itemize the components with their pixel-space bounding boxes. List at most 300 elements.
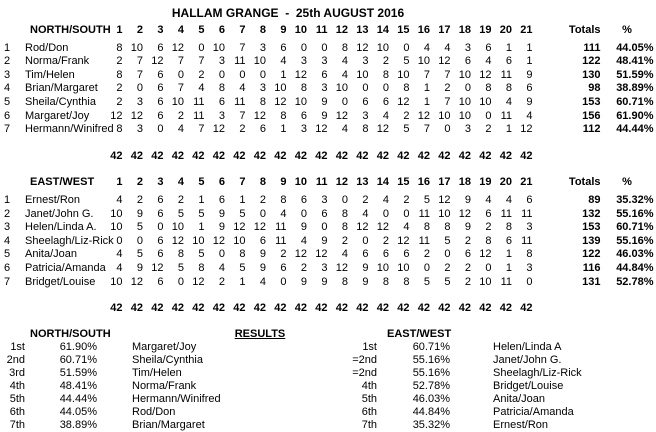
board-number-header: 9 bbox=[280, 24, 287, 36]
board-score: 9 bbox=[321, 109, 328, 122]
pair-percentage: 44.05% bbox=[616, 41, 654, 54]
board-number-header: 11 bbox=[315, 176, 328, 189]
column-total: 42 bbox=[171, 149, 184, 162]
pair-percentage: 44.84% bbox=[616, 261, 654, 274]
board-score: 12 bbox=[397, 234, 410, 247]
pair-name: Janet/John G. bbox=[25, 207, 94, 220]
board-number-header: 20 bbox=[499, 24, 512, 36]
ew-result-percentage: 55.16% bbox=[412, 366, 450, 379]
pair-row bbox=[0, 123, 656, 137]
ns-result-rank: 6th bbox=[9, 405, 25, 418]
board-number-header: 21 bbox=[520, 176, 533, 189]
pair-number: 6 bbox=[4, 109, 11, 122]
board-score: 2 bbox=[444, 261, 451, 274]
pair-number: 7 bbox=[4, 123, 11, 136]
board-score: 0 bbox=[116, 234, 123, 247]
board-score: 0 bbox=[177, 68, 184, 81]
board-score: 10 bbox=[479, 95, 492, 108]
pair-total: 116 bbox=[582, 261, 601, 274]
board-score: 0 bbox=[382, 82, 389, 95]
board-score: 6 bbox=[505, 234, 512, 247]
board-score: 8 bbox=[341, 207, 348, 220]
spacer bbox=[97, 406, 132, 419]
board-score: 5 bbox=[198, 207, 205, 220]
ew-result-percentage: 55.16% bbox=[412, 353, 450, 366]
ns-result-rank: 7th bbox=[9, 418, 25, 431]
ew-result-percentage: 46.03% bbox=[412, 392, 450, 405]
east-west-score-table bbox=[0, 176, 656, 315]
board-score: 9 bbox=[362, 261, 369, 274]
board-score: 2 bbox=[177, 109, 184, 122]
board-score: 0 bbox=[464, 82, 471, 95]
board-score: 5 bbox=[136, 221, 143, 234]
board-score: 6 bbox=[382, 248, 389, 261]
totals-spacer bbox=[0, 302, 16, 316]
column-total: 42 bbox=[294, 149, 307, 162]
pair-total: 131 bbox=[582, 275, 601, 288]
spacer bbox=[450, 367, 493, 380]
board-number-header: 9 bbox=[280, 176, 287, 189]
board-score: 2 bbox=[485, 221, 492, 234]
board-score: 6 bbox=[300, 109, 307, 122]
spacer bbox=[97, 354, 132, 367]
board-score: 5 bbox=[423, 275, 430, 288]
board-score: 2 bbox=[464, 275, 471, 288]
board-number-header: 15 bbox=[397, 24, 410, 36]
column-total: 42 bbox=[253, 302, 266, 315]
pair-number: 3 bbox=[4, 68, 11, 81]
board-score: 0 bbox=[177, 275, 184, 288]
board-score: 6 bbox=[157, 248, 164, 261]
board-score: 12 bbox=[438, 55, 451, 68]
board-score: 7 bbox=[423, 123, 430, 136]
board-number-header: 16 bbox=[417, 176, 430, 189]
board-score: 2 bbox=[177, 193, 184, 206]
board-score: 12 bbox=[110, 109, 123, 122]
board-score: 8 bbox=[116, 41, 123, 54]
ew-result-pair-name: Sheelagh/Liz-Rick bbox=[493, 366, 582, 379]
board-score: 11 bbox=[234, 95, 246, 108]
pair-total: 89 bbox=[588, 193, 601, 206]
board-score: 12 bbox=[294, 68, 307, 81]
board-score: 1 bbox=[505, 261, 512, 274]
board-score: 6 bbox=[259, 123, 266, 136]
pair-percentage: 55.16% bbox=[616, 207, 654, 220]
board-score: 5 bbox=[423, 193, 430, 206]
board-score: 7 bbox=[136, 68, 143, 81]
column-total: 42 bbox=[253, 149, 266, 162]
pair-total: 153 bbox=[582, 95, 601, 108]
column-total: 42 bbox=[212, 149, 225, 162]
percent-header: % bbox=[622, 24, 632, 36]
board-score: 6 bbox=[321, 68, 328, 81]
ns-result-percentage: 44.05% bbox=[59, 405, 97, 418]
board-score: 2 bbox=[464, 261, 471, 274]
board-number-header: 10 bbox=[294, 24, 307, 36]
board-score: 8 bbox=[423, 221, 430, 234]
pair-total: 156 bbox=[582, 109, 601, 122]
column-total: 42 bbox=[315, 149, 328, 162]
column-total: 42 bbox=[356, 302, 369, 315]
board-score: 4 bbox=[485, 193, 492, 206]
board-score: 12 bbox=[479, 68, 492, 81]
column-total: 42 bbox=[397, 149, 410, 162]
totals-spacer bbox=[0, 150, 16, 164]
board-score: 0 bbox=[239, 68, 246, 81]
board-score: 12 bbox=[171, 41, 184, 54]
ns-result-percentage: 44.44% bbox=[59, 392, 97, 405]
ew-result-pair-name: Bridget/Louise bbox=[493, 379, 564, 392]
pair-row bbox=[0, 221, 656, 235]
pair-total: 98 bbox=[588, 82, 601, 95]
column-total: 42 bbox=[499, 149, 512, 162]
ew-result-percentage: 60.71% bbox=[412, 340, 450, 353]
pair-number: 5 bbox=[4, 95, 11, 108]
ns-result-pair-name: Tim/Helen bbox=[132, 366, 182, 379]
board-score: 8 bbox=[280, 109, 287, 122]
board-score: 4 bbox=[341, 248, 348, 261]
board-score: 4 bbox=[341, 68, 348, 81]
column-total: 42 bbox=[130, 302, 143, 315]
board-score: 11 bbox=[418, 234, 430, 247]
board-score: 4 bbox=[526, 109, 533, 122]
board-score: 12 bbox=[315, 123, 328, 136]
board-score: 12 bbox=[335, 261, 348, 274]
board-number-header: 4 bbox=[177, 24, 184, 36]
board-score: 1 bbox=[239, 275, 246, 288]
board-score: 4 bbox=[403, 221, 410, 234]
ew-result-rank: 4th bbox=[361, 379, 377, 392]
board-score: 3 bbox=[218, 109, 225, 122]
board-score: 6 bbox=[485, 207, 492, 220]
board-score: 12 bbox=[315, 248, 328, 261]
column-total: 42 bbox=[417, 149, 430, 162]
column-total: 42 bbox=[397, 302, 410, 315]
ew-result-percentage: 52.78% bbox=[412, 379, 450, 392]
board-score: 6 bbox=[157, 82, 164, 95]
column-total: 42 bbox=[212, 302, 225, 315]
board-score: 0 bbox=[321, 221, 328, 234]
board-score: 4 bbox=[362, 207, 369, 220]
board-score: 0 bbox=[259, 207, 266, 220]
pair-row bbox=[0, 262, 656, 276]
board-score: 11 bbox=[521, 207, 533, 220]
board-score: 8 bbox=[382, 68, 389, 81]
board-score: 2 bbox=[362, 193, 369, 206]
board-score: 1 bbox=[526, 41, 533, 54]
board-score: 6 bbox=[157, 41, 164, 54]
board-score: 7 bbox=[177, 55, 184, 68]
column-total: 42 bbox=[192, 302, 205, 315]
board-score: 11 bbox=[275, 234, 287, 247]
board-score: 6 bbox=[157, 234, 164, 247]
board-number-header: 3 bbox=[157, 176, 164, 189]
pair-total: 122 bbox=[582, 55, 601, 68]
pair-name: Patricia/Amanda bbox=[25, 261, 106, 274]
board-score: 10 bbox=[233, 234, 246, 247]
board-score: 1 bbox=[198, 221, 205, 234]
board-score: 2 bbox=[423, 248, 430, 261]
board-score: 2 bbox=[464, 234, 471, 247]
board-score: 4 bbox=[198, 82, 205, 95]
board-score: 10 bbox=[253, 55, 266, 68]
board-number-header: 1 bbox=[116, 176, 123, 189]
board-score: 6 bbox=[464, 55, 471, 68]
board-score: 10 bbox=[479, 275, 492, 288]
board-score: 3 bbox=[218, 55, 225, 68]
board-score: 4 bbox=[116, 193, 123, 206]
totals-spacer bbox=[16, 302, 102, 316]
column-total: 42 bbox=[499, 302, 512, 315]
ns-result-percentage: 51.59% bbox=[59, 366, 97, 379]
board-score: 8 bbox=[116, 68, 123, 81]
header-spacer bbox=[0, 176, 16, 190]
board-score: 2 bbox=[403, 109, 410, 122]
board-score: 11 bbox=[500, 275, 512, 288]
column-total: 42 bbox=[520, 149, 533, 162]
board-number-header: 21 bbox=[520, 24, 533, 36]
board-score: 4 bbox=[341, 123, 348, 136]
board-score: 4 bbox=[382, 193, 389, 206]
board-score: 1 bbox=[198, 193, 205, 206]
board-score: 2 bbox=[341, 234, 348, 247]
board-number-header: 14 bbox=[376, 176, 389, 189]
board-score: 0 bbox=[218, 248, 225, 261]
board-score: 0 bbox=[259, 68, 266, 81]
board-score: 4 bbox=[116, 248, 123, 261]
board-score: 10 bbox=[397, 68, 410, 81]
board-score: 4 bbox=[116, 261, 123, 274]
board-number-header: 4 bbox=[177, 176, 184, 189]
board-score: 0 bbox=[157, 221, 164, 234]
totals-header: Totals bbox=[568, 24, 601, 36]
header-spacer bbox=[0, 24, 16, 38]
pair-percentage: 61.90% bbox=[616, 109, 654, 122]
board-number-header: 7 bbox=[239, 176, 246, 189]
board-score: 10 bbox=[192, 234, 205, 247]
pair-row bbox=[0, 96, 656, 110]
board-score: 4 bbox=[505, 193, 512, 206]
pair-row bbox=[0, 276, 656, 290]
ns-result-pair-name: Margaret/Joy bbox=[132, 340, 197, 353]
board-score: 9 bbox=[321, 95, 328, 108]
board-score: 6 bbox=[526, 82, 533, 95]
totals-spacer bbox=[533, 150, 601, 164]
spacer bbox=[97, 380, 132, 393]
pair-percentage: 38.89% bbox=[616, 82, 654, 95]
board-score: 7 bbox=[239, 109, 246, 122]
board-score: 12 bbox=[356, 41, 369, 54]
board-score: 11 bbox=[193, 109, 205, 122]
board-score: 2 bbox=[300, 261, 307, 274]
pair-percentage: 52.78% bbox=[616, 275, 654, 288]
board-score: 0 bbox=[423, 261, 430, 274]
board-score: 7 bbox=[136, 55, 143, 68]
column-total: 42 bbox=[356, 149, 369, 162]
board-score: 8 bbox=[362, 123, 369, 136]
board-score: 3 bbox=[362, 55, 369, 68]
ns-result-pair-name: Rod/Don bbox=[132, 405, 176, 418]
board-number-header: 5 bbox=[198, 24, 205, 36]
column-total: 42 bbox=[438, 302, 451, 315]
pair-total: 112 bbox=[582, 123, 601, 136]
pair-number: 2 bbox=[4, 207, 11, 220]
spacer bbox=[450, 393, 493, 406]
column-total: 42 bbox=[130, 149, 143, 162]
ew-result-rank: =2nd bbox=[352, 353, 377, 366]
board-score: 12 bbox=[294, 248, 307, 261]
pair-number: 4 bbox=[4, 234, 11, 247]
board-score: 12 bbox=[151, 261, 164, 274]
spacer bbox=[450, 341, 493, 354]
board-score: 6 bbox=[218, 193, 225, 206]
board-score: 11 bbox=[500, 109, 512, 122]
result-row bbox=[0, 367, 656, 380]
board-score: 3 bbox=[300, 123, 307, 136]
board-score: 3 bbox=[321, 55, 328, 68]
board-score: 10 bbox=[171, 221, 184, 234]
board-number-header: 2 bbox=[136, 176, 143, 189]
results-heading: RESULTS bbox=[234, 327, 286, 340]
board-score: 10 bbox=[376, 261, 389, 274]
board-score: 12 bbox=[233, 221, 246, 234]
pair-row bbox=[0, 55, 656, 69]
pair-name: Anita/Joan bbox=[25, 248, 77, 261]
board-score: 5 bbox=[239, 261, 246, 274]
board-score: 1 bbox=[505, 248, 512, 261]
pair-row bbox=[0, 248, 656, 262]
column-total: 42 bbox=[376, 149, 389, 162]
board-score: 4 bbox=[259, 275, 266, 288]
board-score: 0 bbox=[300, 207, 307, 220]
board-score: 0 bbox=[444, 248, 451, 261]
board-score: 10 bbox=[110, 221, 123, 234]
column-total: 42 bbox=[479, 302, 492, 315]
board-score: 9 bbox=[259, 248, 266, 261]
board-score: 9 bbox=[526, 68, 533, 81]
board-score: 12 bbox=[335, 109, 348, 122]
board-score: 8 bbox=[444, 221, 451, 234]
result-row bbox=[0, 354, 656, 367]
board-score: 5 bbox=[403, 123, 410, 136]
board-score: 4 bbox=[218, 261, 225, 274]
board-score: 0 bbox=[362, 234, 369, 247]
board-score: 5 bbox=[136, 248, 143, 261]
board-number-header: 16 bbox=[417, 24, 430, 36]
pair-number: 5 bbox=[4, 248, 11, 261]
board-score: 3 bbox=[300, 55, 307, 68]
board-number-header: 13 bbox=[356, 24, 369, 36]
board-score: 8 bbox=[382, 275, 389, 288]
board-score: 6 bbox=[321, 207, 328, 220]
totals-header: Totals bbox=[568, 176, 601, 189]
board-score: 3 bbox=[259, 82, 266, 95]
board-score: 6 bbox=[526, 193, 533, 206]
pair-percentage: 44.44% bbox=[616, 123, 654, 136]
board-score: 4 bbox=[485, 55, 492, 68]
column-total: 42 bbox=[438, 149, 451, 162]
board-score: 2 bbox=[239, 123, 246, 136]
column-total: 42 bbox=[458, 302, 471, 315]
board-score: 12 bbox=[130, 275, 143, 288]
ew-result-rank: 1st bbox=[362, 340, 377, 353]
column-total: 42 bbox=[233, 149, 246, 162]
board-score: 11 bbox=[193, 95, 205, 108]
column-total: 42 bbox=[151, 302, 164, 315]
pair-number: 2 bbox=[4, 55, 11, 68]
pair-name: Hermann/Winifred bbox=[25, 123, 114, 136]
board-score: 10 bbox=[438, 207, 451, 220]
board-score: 12 bbox=[520, 123, 533, 136]
board-score: 0 bbox=[341, 95, 348, 108]
percent-header: % bbox=[622, 176, 632, 189]
pair-name: Sheelagh/Liz-Rick bbox=[25, 234, 114, 247]
board-score: 10 bbox=[212, 41, 225, 54]
board-score: 12 bbox=[479, 248, 492, 261]
board-score: 0 bbox=[382, 207, 389, 220]
ns-result-rank: 2nd bbox=[6, 353, 25, 366]
pair-number: 4 bbox=[4, 82, 11, 95]
board-score: 2 bbox=[198, 68, 205, 81]
board-score: 10 bbox=[458, 95, 471, 108]
board-score: 8 bbox=[505, 82, 512, 95]
board-score: 11 bbox=[500, 68, 512, 81]
board-number-header: 6 bbox=[218, 24, 225, 36]
north-south-pair-rows bbox=[0, 42, 656, 137]
board-score: 2 bbox=[116, 55, 123, 68]
column-total: 42 bbox=[274, 149, 287, 162]
board-number-header: 3 bbox=[157, 24, 164, 36]
pair-total: 132 bbox=[582, 207, 601, 220]
board-score: 2 bbox=[259, 193, 266, 206]
column-total: 42 bbox=[479, 149, 492, 162]
board-score: 0 bbox=[341, 193, 348, 206]
board-score: 6 bbox=[259, 234, 266, 247]
board-score: 7 bbox=[198, 123, 205, 136]
board-score: 12 bbox=[151, 55, 164, 68]
page-title: HALLAM GRANGE - 25th AUGUST 2016 bbox=[171, 6, 405, 20]
board-score: 10 bbox=[110, 275, 123, 288]
results-north-south-label: NORTH/SOUTH bbox=[30, 327, 111, 340]
board-score: 10 bbox=[110, 207, 123, 220]
board-number-header: 14 bbox=[376, 24, 389, 36]
board-score: 4 bbox=[300, 234, 307, 247]
board-score: 1 bbox=[239, 193, 246, 206]
spacer bbox=[450, 380, 493, 393]
board-score: 1 bbox=[423, 95, 430, 108]
board-number-header: 10 bbox=[294, 176, 307, 189]
results-east-west-label: EAST/WEST bbox=[387, 327, 452, 340]
board-score: 10 bbox=[438, 109, 451, 122]
column-total: 42 bbox=[335, 302, 348, 315]
board-score: 6 bbox=[464, 248, 471, 261]
ew-result-rank: =2nd bbox=[352, 366, 377, 379]
board-score: 9 bbox=[136, 261, 143, 274]
pair-name: Rod/Don bbox=[25, 41, 69, 54]
column-total: 42 bbox=[520, 302, 533, 315]
board-score: 2 bbox=[485, 123, 492, 136]
board-number-header: 8 bbox=[259, 24, 266, 36]
board-score: 9 bbox=[464, 193, 471, 206]
board-score: 1 bbox=[280, 123, 287, 136]
board-score: 6 bbox=[403, 248, 410, 261]
board-number-header: 19 bbox=[479, 24, 492, 36]
ns-result-rank: 4th bbox=[9, 379, 25, 392]
pair-row bbox=[0, 69, 656, 83]
pair-number: 6 bbox=[4, 261, 11, 274]
ew-result-pair-name: Patricia/Amanda bbox=[493, 405, 574, 418]
board-number-header: 19 bbox=[479, 176, 492, 189]
